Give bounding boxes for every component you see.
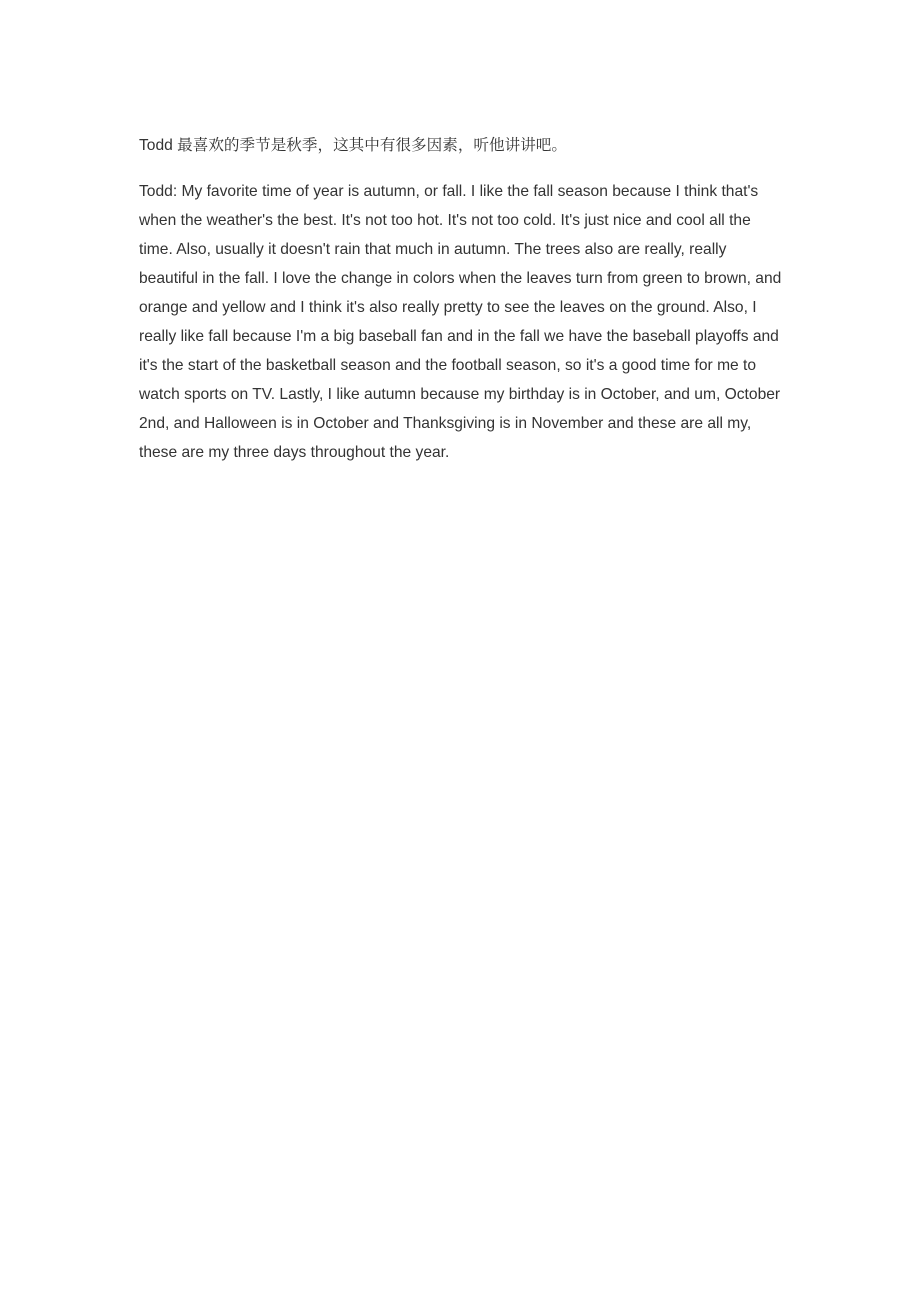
- body-paragraph: Todd: My favorite time of year is autumn, or fall. I like the fall season because I think that's when the weather's the best. It's not too hot. It's not too cold. It's just nice and cool all the time. Also, usually it doesn't rain that much in autumn. The trees also are really, really beautiful in the fall. I love the change in colors when the leaves turn from green to brown, and orange and yellow and I think it's also really pretty to see the leaves on the ground. Also, I really like fall because I'm a big baseball fan and in the fall we have the baseball playoffs and it's the start of the basketball season and the football season, so it's a good time for me to watch sports on TV. Lastly, I like autumn because my birthday is in October, and um, October 2nd, and Halloween is in October and Thanksgiving is in November and these are all my, these are my three days throughout the year.: [139, 183, 782, 461]
- intro-line: Todd 最喜欢的季节是秋季，这其中有很多因素，听他讲讲吧。: [139, 137, 567, 154]
- document-content: [139, 134, 787, 467]
